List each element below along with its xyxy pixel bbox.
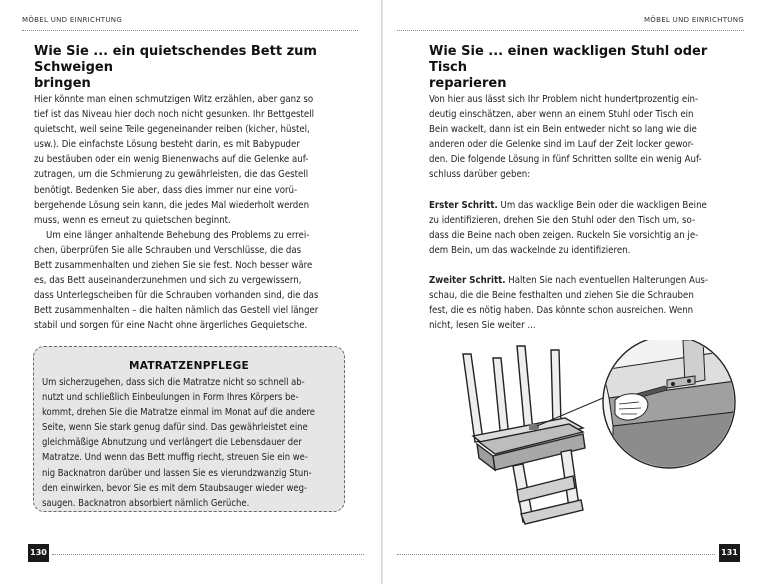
body-line xyxy=(429,273,749,288)
title-line-1: Wie Sie ... einen wackligen Stuhl oder Tisch xyxy=(429,44,708,75)
body-line: usw.). Die einfachste Lösung besteht darin, es mit Babypuder xyxy=(34,139,300,151)
body-line: Um eine länger anhaltende Behebung des Problems zu errei- xyxy=(46,229,310,241)
running-head-right: MÖBEL UND EINRICHTUNG xyxy=(643,16,744,24)
page-number-right: 131 xyxy=(719,544,740,562)
body-line: stabil und sorgen für eine Nacht ohne ärgerliches Gequietsche. xyxy=(34,320,308,332)
body-line: den. Die folgende Lösung in fünf Schritten sollte ein wenig Auf- xyxy=(429,154,702,166)
box-line: Matratze. Und wenn das Bett muffig riecht, streuen Sie ein we- xyxy=(42,452,308,464)
page-number-left: 130 xyxy=(28,544,49,562)
body-line: Bett zusammenhalten und ziehen Sie sie fest. Noch besser wäre xyxy=(34,260,313,272)
bracket-marker xyxy=(529,424,539,430)
box-line: Seite, wenn Sie stark genug dafür sind. Das gewährleistet eine xyxy=(42,422,308,434)
left-page xyxy=(0,0,382,584)
tip-box-text xyxy=(42,375,338,511)
header-rule-right xyxy=(397,30,744,31)
title-line-1: Wie Sie ... ein quietschendes Bett zum Schweigen xyxy=(34,44,317,75)
body-line: anderen oder die Gelenke sind im Lauf der Zeit locker gewor- xyxy=(429,139,694,151)
box-line: nutzt und schließlich Einbeulungen in Form Ihres Körpers be- xyxy=(42,392,299,404)
body-line: Von hier aus lässt sich Ihr Problem nicht hundertprozentig ein- xyxy=(429,94,699,105)
body-line: zu bestäuben oder ein wenig Bienenwachs auf die Gelenke auf- xyxy=(34,154,309,166)
box-line: gleichmäßige Abnutzung und verlängert die Lebensdauer der xyxy=(42,437,302,449)
body-line: dem Bein, um das wackelnde zu identifizieren. xyxy=(429,244,631,256)
body-line: bergehende Lösung sein kann, die jedes Mal wiederholt werden xyxy=(34,199,310,211)
body-line: zu identifizieren, drehen Sie den Stuhl oder den Tisch um, so- xyxy=(429,214,696,226)
header-rule-left xyxy=(22,30,358,31)
right-page xyxy=(382,0,765,584)
step1-label: Erster Schritt. xyxy=(429,199,498,211)
step2-label: Zweiter Schritt. xyxy=(429,274,506,286)
chair-repair-illustration xyxy=(433,340,755,532)
body-line: dass die Beine nach oben zeigen. Ruckeln Sie vorsichtig an je- xyxy=(429,229,699,241)
body-line: tief ist das Niveau hier doch noch nicht gesunken. Ihr Bettgestell xyxy=(34,109,315,121)
running-head-left: MÖBEL UND EINRICHTUNG xyxy=(22,16,123,24)
article-title-right xyxy=(429,44,749,92)
body-line: es, das Bett auseinanderzunehmen und sich zu vergewissern, xyxy=(34,275,302,287)
footer-rule-left xyxy=(52,554,364,555)
article-title-left xyxy=(34,44,354,92)
body-line: benötigt. Bedenken Sie aber, dass dies immer nur eine vorü- xyxy=(34,184,298,196)
body-text-right xyxy=(429,92,749,333)
step2-line: Halten Sie nach eventuellen Halterungen Aus- xyxy=(505,274,709,286)
tip-box-title: MATRATZENPFLEGE xyxy=(128,360,250,372)
box-line: Um sicherzugehen, dass sich die Matratze nicht so schnell ab- xyxy=(42,377,305,388)
body-line: quietscht, weil seine Teile gegeneinander reiben (kicher, hüstel, xyxy=(34,124,310,136)
box-line: den einwirken, bevor Sie es mit dem Staubsauger wieder weg- xyxy=(42,482,308,494)
body-line: muss, wenn es erneut zu quietschen beginnt. xyxy=(34,214,231,226)
body-line: fest, die es nötig haben. Das könnte schon ausreichen. Wenn xyxy=(429,305,694,317)
body-line: schluss darüber geben: xyxy=(429,169,531,181)
title-line-2: bringen xyxy=(34,76,91,91)
body-line: Hier könnte man einen schmutzigen Witz erzählen, aber ganz so xyxy=(34,94,314,105)
upside-down-chair xyxy=(463,346,585,524)
body-line xyxy=(429,198,749,213)
body-line: chen, überprüfen Sie alle Schrauben und Verschlüsse, die das xyxy=(34,244,302,256)
body-line: schau, die die Beine festhalten und ziehen Sie die Schrauben xyxy=(429,290,694,302)
box-line: kommt, drehen Sie die Matratze einmal im Monat auf die andere xyxy=(42,407,315,419)
body-line: dass Unterlegscheiben für die Schrauben vorhanden sind, die das xyxy=(34,290,319,302)
body-line: deutig einschätzen, aber wenn an einem Stuhl oder Tisch ein xyxy=(429,109,694,121)
magnified-detail xyxy=(603,340,753,470)
body-line: zutragen, um die Schmierung zu gewährleisten, die das Gestell xyxy=(34,169,309,181)
title-line-2: reparieren xyxy=(429,76,507,91)
box-line: nig Backnatron darüber und lassen Sie es vierundzwanzig Stun- xyxy=(42,467,312,479)
body-line: nicht, lesen Sie weiter ... xyxy=(429,320,536,332)
footer-rule-right xyxy=(397,554,715,555)
body-line: Bein wackelt, dann ist ein Bein entweder nicht so lang wie die xyxy=(429,124,697,136)
step1-line: Um das wacklige Bein oder die wackligen Beine xyxy=(497,199,707,211)
box-line: saugen. Backnatron absorbiert nämlich Gerüche. xyxy=(42,497,250,509)
tip-box-matratzenpflege xyxy=(33,346,345,512)
body-text-left xyxy=(34,92,352,334)
body-line: Bett zusammenhalten – die halten nämlich das Gestell viel länger xyxy=(34,305,319,317)
